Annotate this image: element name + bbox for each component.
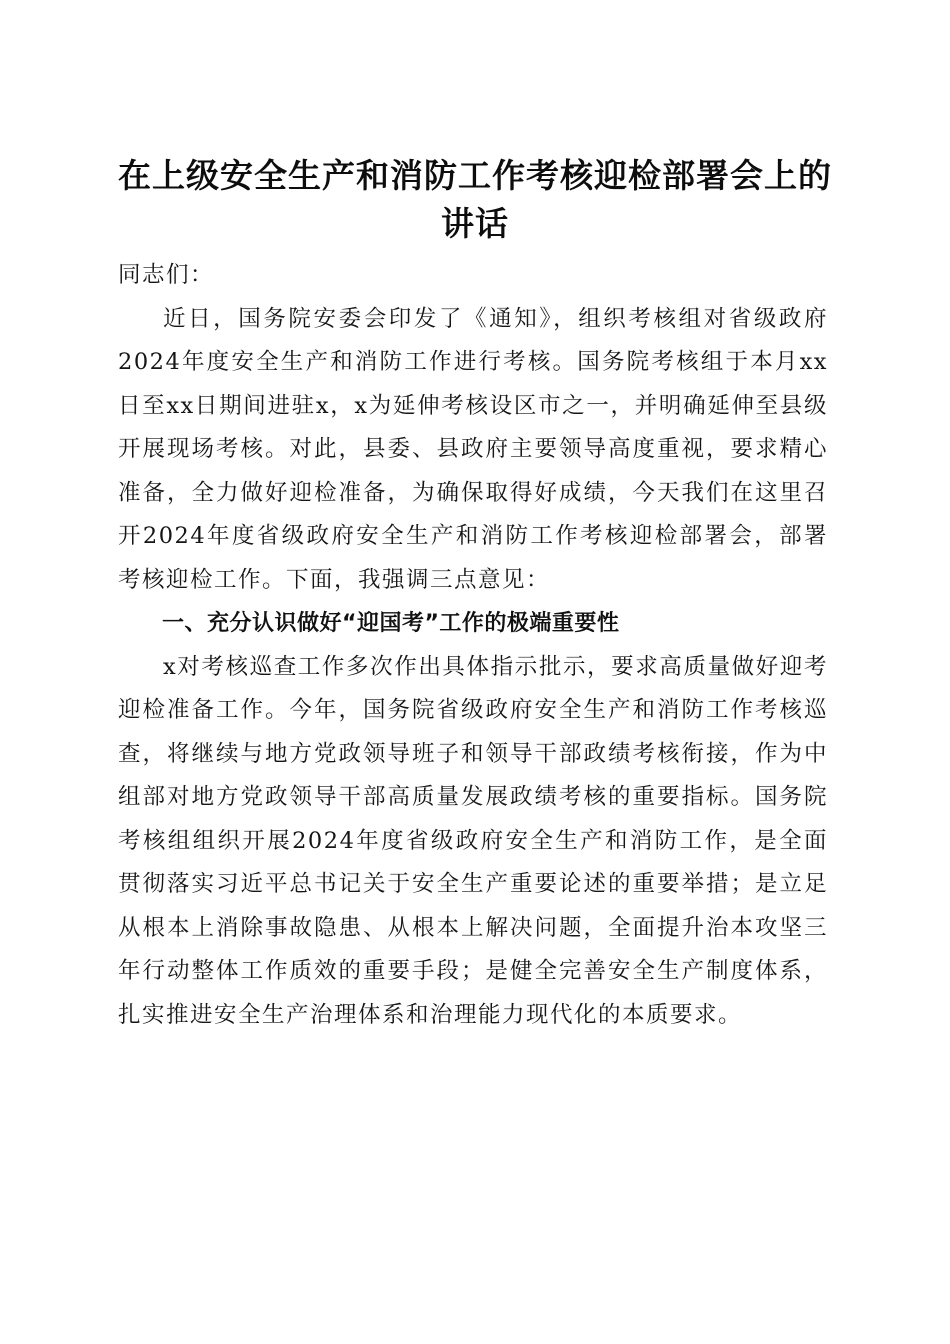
salutation: 同志们： bbox=[118, 262, 215, 288]
section-heading: 一、充分认识做好“迎国考”工作的极端重要性 bbox=[162, 611, 620, 636]
section-paragraph: x对考核巡查工作多次作出具体指示批示，要求高质量做好迎考迎检准备工作。今年，国务院省级政府安全生产和消防工作考核巡查，将继续与地方党政领导班子和领导干部政绩考核衔接，作为中组部对地方党政领导干部高质量发展政绩考核的重要指标。国务院考核组组织开展2024年度省级政府安全生产和消防工作，是全面贯彻落实习近平总书记关于安全生产重要论述的重要举措；是立足从根本上消除事故隐患、从根本上解决问题，全面提升治本攻坚三年行动整体工作质效的重要手段；是健全完善安全生产制度体系，扎实推进安全生产治理体系和治理能力现代化的本质要求。 bbox=[118, 653, 828, 1028]
document-body bbox=[118, 254, 828, 1037]
intro-paragraph: 近日，国务院安委会印发了《通知》，组织考核组对省级政府2024年度安全生产和消防工作进行考核。国务院考核组于本月xx日至xx日期间进驻x，x为延伸考核设区市之一，并明确延伸至县级开展现场考核。对此，县委、县政府主要领导高度重视，要求精心准备，全力做好迎检准备，为确保取得好成绩，今天我们在这里召开2024年度省级政府安全生产和消防工作考核迎检部署会，部署考核迎检工作。下面，我强调三点意见： bbox=[118, 305, 828, 593]
document-title: 在上级安全生产和消防工作考核迎检部署会上的讲话 bbox=[118, 156, 832, 244]
